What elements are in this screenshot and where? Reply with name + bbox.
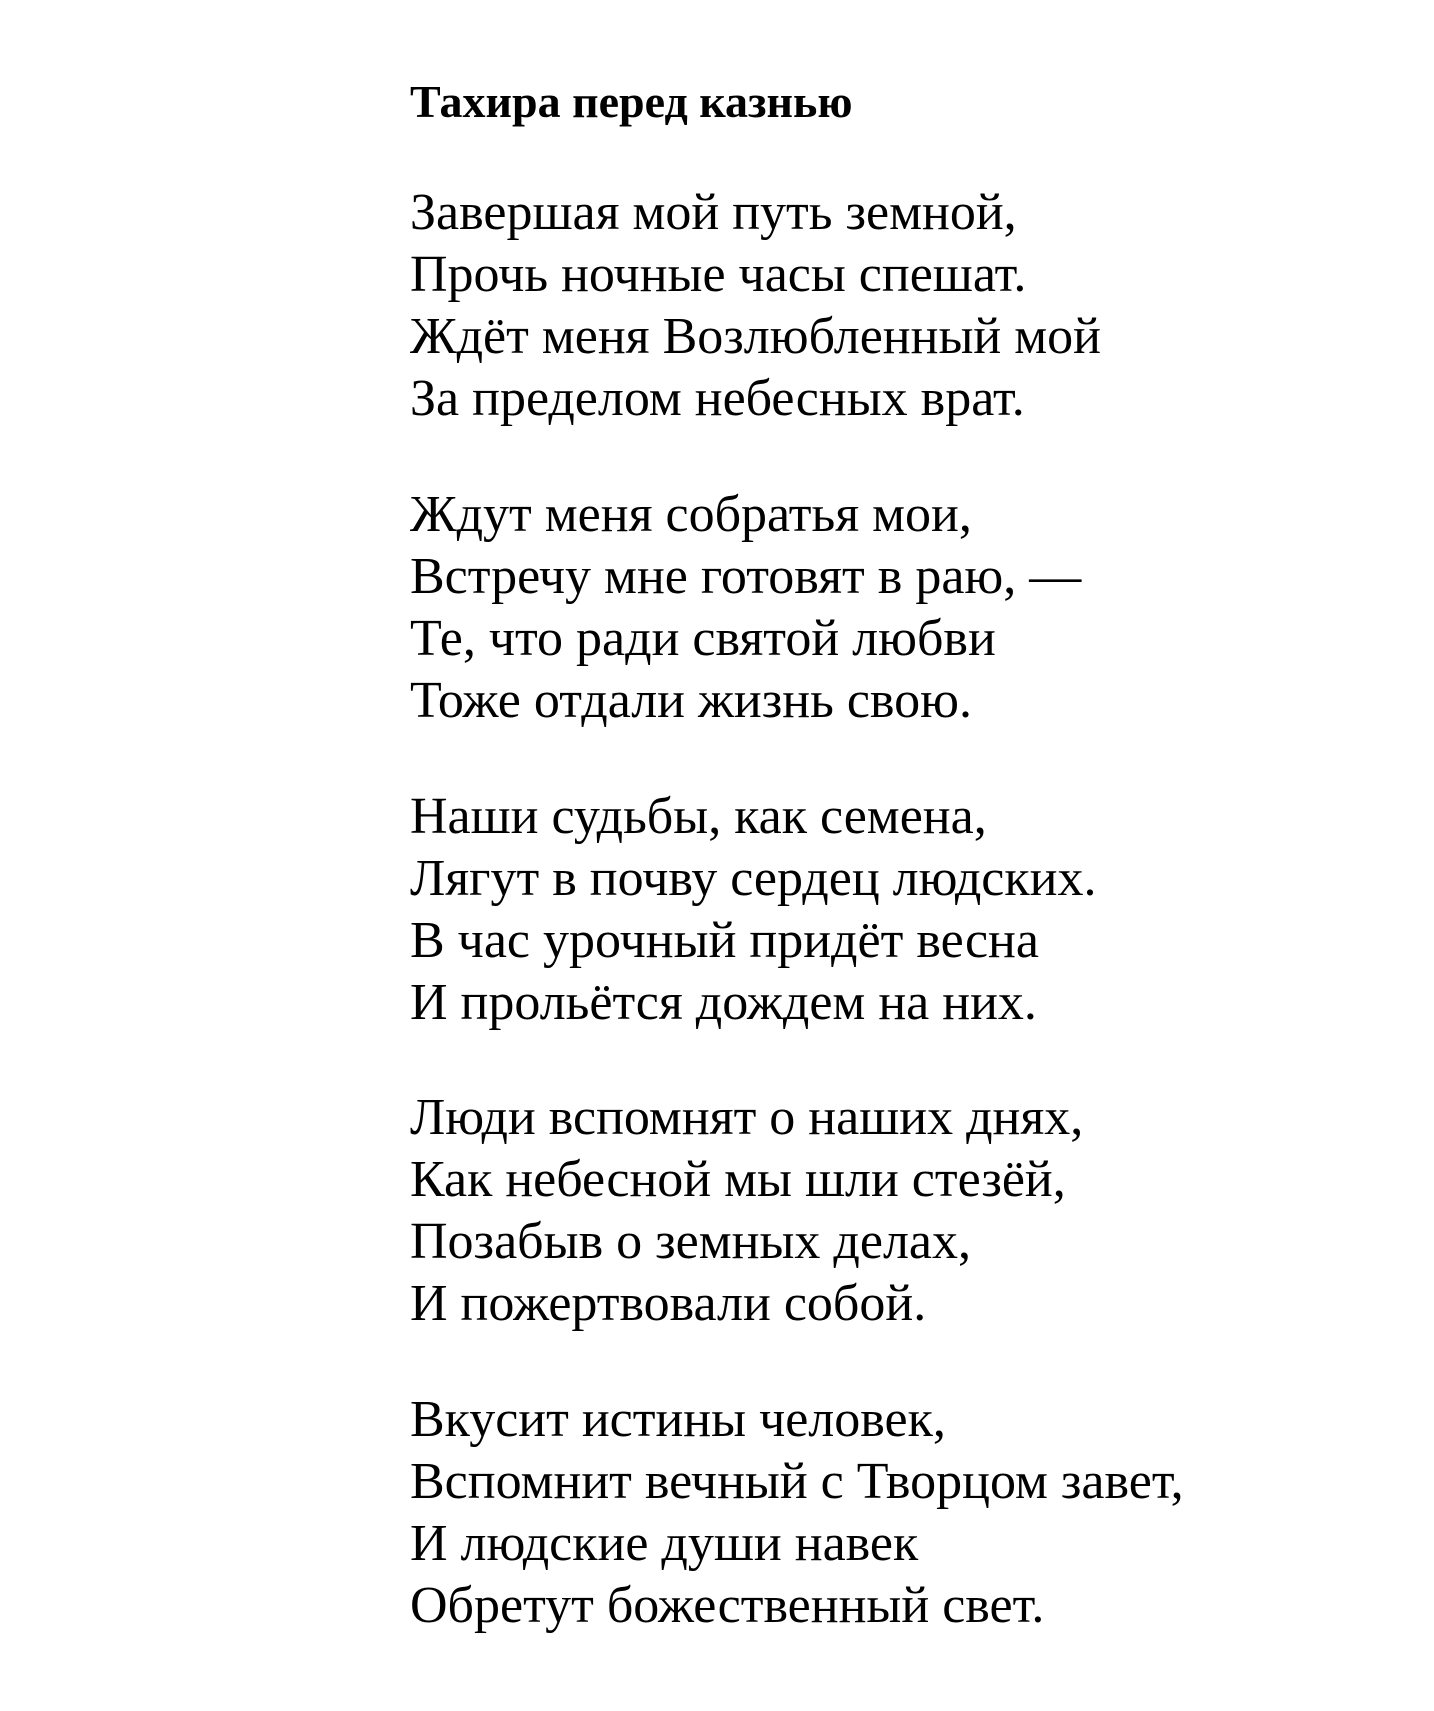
poem-line: И людские души навек	[410, 1515, 919, 1572]
poem-line: Ждёт меня Возлюбленный мой	[410, 308, 1101, 365]
stanza	[410, 182, 1101, 430]
poem-line: Ждут меня собратья мои,	[410, 486, 972, 543]
poem-line: Позабыв о земных делах,	[410, 1213, 971, 1270]
stanza	[410, 1389, 1184, 1637]
poem-line: Прочь ночные часы спешат.	[410, 246, 1027, 303]
poem-line: И пожертвовали собой.	[410, 1275, 927, 1332]
poem-line: Завершая мой путь земной,	[410, 184, 1017, 241]
poem-line: Наши судьбы, как семена,	[410, 788, 987, 845]
poem-line: В час урочный придёт весна	[410, 912, 1039, 969]
stanza	[410, 1087, 1083, 1335]
poem-line: Вкусит истины человек,	[410, 1391, 946, 1448]
poem-line: Обретут божественный свет.	[410, 1577, 1045, 1634]
poem-line: За пределом небесных врат.	[410, 370, 1025, 427]
poem-line: Встречу мне готовят в раю, —	[410, 548, 1082, 605]
poem-line: И прольётся дождем на них.	[410, 974, 1037, 1031]
poem-page	[410, 0, 1410, 1711]
poem-title: Тахира перед казнью	[410, 76, 853, 127]
poem-line: Тоже отдали жизнь свою.	[410, 672, 972, 729]
stanza	[410, 484, 1081, 732]
poem-line: Те, что ради святой любви	[410, 610, 996, 667]
poem-line: Люди вспомнят о наших днях,	[410, 1089, 1084, 1146]
poem-line: Как небесной мы шли стезёй,	[410, 1151, 1066, 1208]
poem-line: Лягут в почву сердец людских.	[410, 850, 1097, 907]
poem-line: Вспомнит вечный с Творцом завет,	[410, 1453, 1184, 1510]
stanza	[410, 786, 1096, 1034]
